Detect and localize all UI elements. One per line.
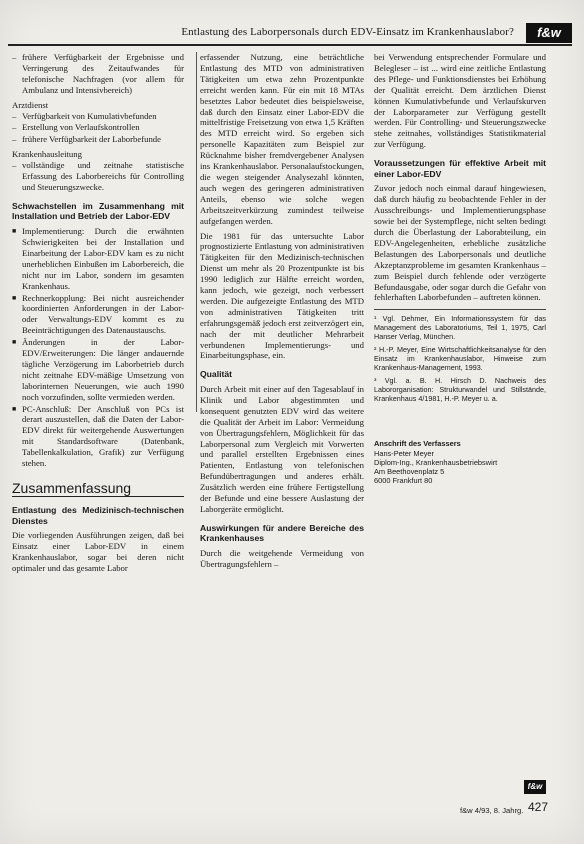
paragraph: Durch die weitgehende Vermeidung von Übertragungsfehlern –	[200, 548, 364, 569]
paragraph: Zuvor jedoch noch einmal darauf hingewiesen, daß durch häufig zu beobachtende Fehler in der Ausschreibungs- und Implementierungsphase sowie bei der Systempflege, nicht selten bedingt durch die Überlastung der Laborabteilung, ein EDV-Angelegenheiten, erhebliche zusätzliche Belastungen des Laborpersonals und deutliche Akzeptanzprobleme im gesamten Krankenhaus – zum Beispiel durch fehlende oder verzögerte Befundausgabe, oder sogar durch die Gefahr von fehlerhaften Laborbefunden – auftreten können.	[374, 183, 546, 303]
footer-text: f&w 4/93, 8. Jahrg.	[460, 806, 524, 815]
author-line: Am Beethovenplatz 5	[374, 466, 445, 476]
bullet-list	[12, 226, 184, 469]
author-line: 6000 Frankfurt 80	[374, 476, 433, 486]
paragraph: bei Verwendung entsprechender Formulare und Belegleser – ist ... wird eine zeitliche Entlastung des Pflege- und Funktionsdienstes bei Erhöhung der Qualität erreicht. Dem ärztlichen Dienst können Kumulativbefunde und Verlaufskurven der Laborparameter zur Verfügung gestellt werden. Für Controlling- und Steuerungszwecke stehe zeitnahes, vollständiges Statistikmaterial zur Verfügung.	[374, 52, 546, 150]
subheading-schwachstellen: Schwachstellen im Zusammenhang mit Installation und Betrieb der Labor-EDV	[12, 200, 184, 222]
running-header	[8, 26, 572, 46]
list-label-arztdienst: Arztdienst	[12, 99, 49, 110]
footnote: ³ Vgl. a. B. H. Hirsch D. Nachweis des Labororganisation: Strukturwandel und Stillstände, Krankenhaus 4/1981, H.-P. Meyer u. a.	[374, 376, 546, 404]
paragraph: Durch Arbeit mit einer auf den Tagesablauf in Klinik und Labor abgestimmten und konsequent genutzten EDV wird das weitere die Qualität der Arbeit im Labor: Vermeidung von Übertragungsfehlern, Möglichkeit für das Laborpersonal zum Vergleich mit Vorwerten und parallel erstellten Ergebnissen eines Patienten, Entlastung von telefonischen Befundübertragungen und anderes erhält. Zusätzlich werden eine frühere Fertigstellung der Befunde und eine bessere Auslastung der Laborgeräte ermöglicht.	[200, 383, 364, 514]
footnotes	[374, 309, 546, 403]
list-label-krankenhausleitung: Krankenhausleitung	[12, 149, 82, 160]
list-item: – frühere Verfügbarkeit der Laborbefunde	[12, 134, 184, 145]
heading-zusammenfassung: Zusammenfassung	[12, 483, 184, 497]
bullet-item: ■ Änderungen in der Labor-EDV/Erweiterungen: Die länger andauernde tägliche Verzögerung im Laborbetrieb durch nicht zeitnahe EDV-mäßige Umsetzung von laborinternen Neuerungen, wie auch 1990 noch vorzufinden, sollte vermieden werden.	[12, 337, 184, 402]
margin-line	[196, 52, 197, 412]
author-address	[374, 439, 546, 485]
subheading-auswirkungen: Auswirkungen für andere Bereiche des Krankenhauses	[200, 522, 364, 544]
author-heading: Anschrift des Verfassers	[374, 439, 461, 449]
footnote: ¹ Vgl. Dehmer, Ein Informationssystem für das Management des Laboratoriums, Teil 1, 1975, Carl Hanser Verlag, München.	[374, 314, 546, 342]
bullet-item: ■ Rechnerkopplung: Bei nicht ausreichender koordinierten Anforderungen in der Labor- oder Verwaltungs-EDV kommt es zu Beeinträchtigungen des Datenaustauschs.	[12, 293, 184, 337]
author-line: Hans-Peter Meyer	[374, 448, 434, 458]
page-number: 427	[528, 800, 549, 814]
column-3	[374, 52, 546, 485]
list-3	[12, 160, 184, 193]
subheading-qualitaet: Qualität	[200, 369, 232, 380]
subheading-voraussetzungen: Voraussetzungen für effektive Arbeit mit einer Labor-EDV	[374, 158, 546, 179]
footnote: ² H.-P. Meyer, Eine Wirtschaftlichkeitsanalyse für den Einsatz im Krankenhauslabor, Hinweise zum Krankenhaus-Management, 1993.	[374, 345, 546, 373]
list-item: – Verfügbarkeit von Kumulativbefunden	[12, 111, 184, 122]
paragraph: Die vorliegenden Ausführungen zeigen, daß bei Einsatz einer Labor-EDV in einem Krankenhauslabor, sogar bei deren nicht optimaler und das gesamte Labor	[12, 530, 184, 573]
list-2	[12, 111, 184, 146]
list-item: – frühere Verfügbarkeit der Ergebnisse und Verringerung des Zeitaufwandes für telefonische Nachfragen (vor allem für Ambulanz und Intensivbereich)	[12, 52, 184, 96]
subheading-entlastung: Entlastung des Medizinisch-technischen Dienstes	[12, 504, 184, 526]
paragraph: erfassender Nutzung, eine beträchtliche Entlastung des MTD von administrativen Tätigkeiten um etwa zehn Prozentpunkte erreicht werden kann. Für ein mit 18 MTAs besetztes Labor bedeutet dies beispielsweise, daß durch den Einsatz einer Labor-EDV die mittelfristige Freisetzung von etwa 1,5 Kräften des MTD erreicht wird. So ergeben sich personelle Kapazitäten zum Beispiel zur Rücknahme bisher fremdvergebener Analysen ins Krankenhauslabor. Personalaufstockungen, die wegen steigender Analysezahl könnten, auch wegen des geringeren administrativen Anteils, ebenso wie solche wegen Arbeitszeitverkürzung zumindest teilweise aufgefangen werden.	[200, 52, 364, 226]
header-title: Entlastung des Laborpersonals durch EDV-Einsatz im Krankenhauslabor?	[181, 26, 514, 38]
paragraph: Die 1981 für das untersuchte Labor prognostizierte Entlastung von administrativen Tätigkeiten für den Medizinisch-technischen Dienst um mehr als 20 Prozentpunkte ist bis 1990 lediglich zur Hälfte erreicht worden, kann jedoch, wie gezeigt, noch verbessert werden. Die aufgezeigte Entlastung des MTD von administrativen Tätigkeiten tritt erfahrungsgemäß jedoch erst zeitverzögert ein, nach der mit deutlicher Mehrarbeit verbundenen Implementierungs- und Einarbeitungsphase, ein.	[200, 230, 364, 361]
list-1	[12, 52, 184, 96]
column-2	[200, 52, 364, 574]
bullet-item: ■ Implementierung: Durch die erwähnten Schwierigkeiten bei der Installation und Einarbeitung der Labor-EDV kam es zu nicht unerheblichen Einbußen im Laborbereich, die nicht nur im Labor, sondern im gesamten Krankenhaus.	[12, 226, 184, 291]
journal-logo: f&w	[526, 23, 572, 43]
list-item: – vollständige und zeitnahe statistische Erfassung des Laborbereichs für Controlling und Steuerungszwecke.	[12, 160, 184, 193]
author-line: Diplom-Ing., Krankenhausbetriebswirt	[374, 457, 498, 467]
column-1	[12, 52, 184, 578]
footer-logo: f&w	[524, 780, 546, 794]
bullet-item: ■ PC-Anschluß: Der Anschluß von PCs ist derart auszustellen, daß die Daten der Labor-EDV direkt für weitergehende Auswertungen mit Standardsoftware (Datenbank, Tabellenkalkulation, Grafik) zur Verfügung stehen.	[12, 404, 184, 469]
list-item: – Erstellung von Verlaufskontrollen	[12, 122, 184, 133]
